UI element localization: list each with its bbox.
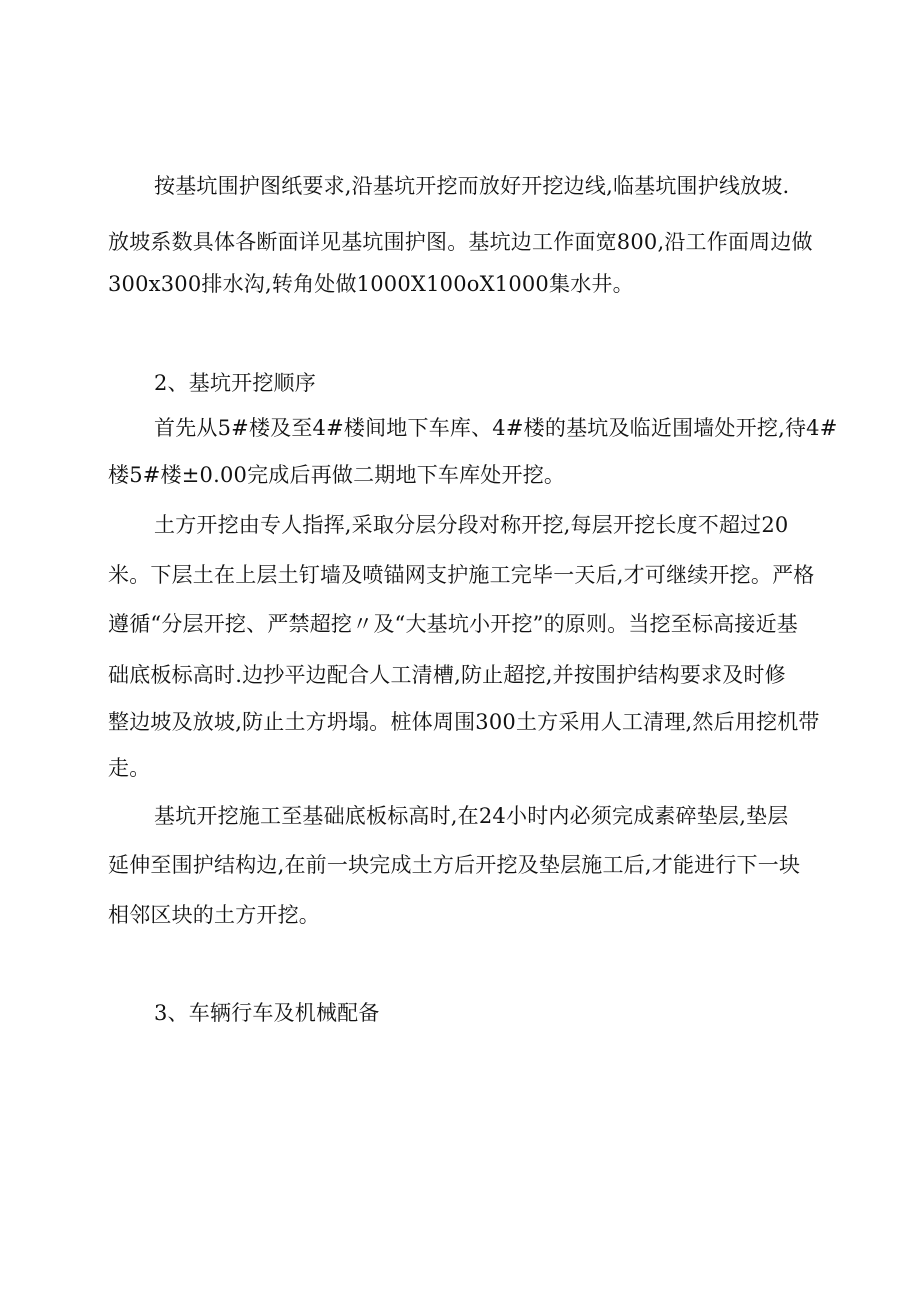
paragraph-line: 300x300排水沟,转角处做1000X100oX1000集水井。	[108, 272, 634, 296]
paragraph-line: 放坡系数具体各断面详见基坑围护图。基坑边工作面宽800,沿工作面周边做	[108, 230, 813, 254]
paragraph-line: 按基坑围护图纸要求,沿基坑开挖而放好开挖边线,临基坑围护线放坡.	[154, 174, 790, 198]
paragraph-line: 楼5#楼±0.00完成后再做二期地下车库处开挖。	[108, 463, 566, 487]
paragraph-line: 整边坡及放坡,防止土方坍塌。桩体周围300土方采用人工清理,然后用挖机带	[108, 710, 820, 734]
paragraph-line: 走。	[108, 756, 151, 780]
paragraph-line: 延伸至围护结构边,在前一块完成土方后开挖及垫层施工后,才能进行下一块	[108, 853, 801, 877]
paragraph-line: 土方开挖由专人指挥,采取分层分段对称开挖,每层开挖长度不超过20	[154, 513, 789, 537]
section-heading: 3、车辆行车及机械配备	[154, 1001, 380, 1025]
paragraph-line: 基坑开挖施工至基础底板标高时,在24小时内必须完成素碎垫层,垫层	[154, 804, 789, 828]
paragraph-line: 相邻区块的土方开挖。	[108, 903, 320, 927]
section-heading: 2、基坑开挖顺序	[154, 371, 316, 395]
paragraph-line: 遵循“分层开挖、严禁超挖〃及“大基坑小开挖”的原则。当挖至标高接近基	[108, 612, 799, 636]
paragraph-line: 米。下层土在上层土钉墙及喷锚网支护施工完毕一天后,才可继续开挖。严格	[108, 563, 815, 587]
paragraph-line: 础底板标高时.边抄平边配合人工清槽,防止超挖,并按围护结构要求及时修	[108, 663, 786, 687]
paragraph-line: 首先从5#楼及至4#楼间地下车库、4#楼的基坑及临近围墙处开挖,待4#	[154, 416, 838, 440]
